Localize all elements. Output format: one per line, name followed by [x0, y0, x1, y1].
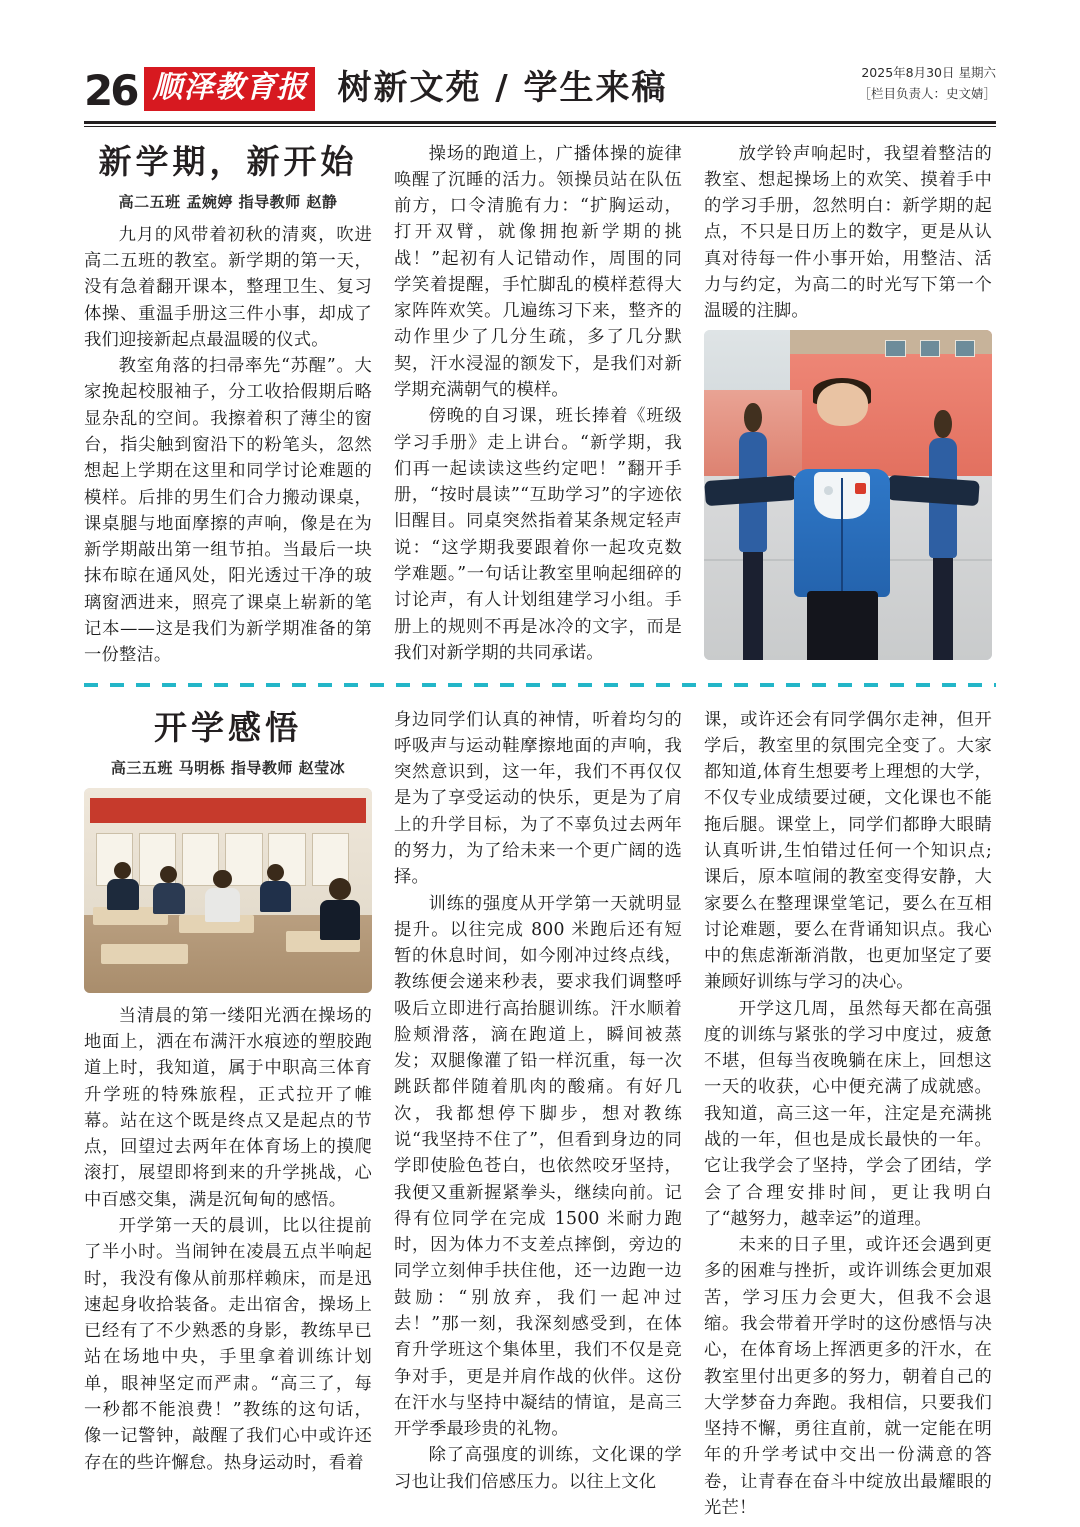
- paragraph: 训练的强度从开学第一天就明显提升。以往完成 800 米跑后还有短暂的休息时间，如今刚冲过终点线，教练便会递来秒表，要求我们调整呼吸后立即进行高抬腿训练。汗水顺着脸颊滑落，滴在跑道上，瞬间被蒸发；双腿像灌了铅一样沉重，每一次跳跃都伴随着肌肉的酸痛。有好几次，我都想停下脚步，想对教练说“我坚持不住了”，但看到身边的同学即使脸色苍白，也依然咬牙坚持，我便又重新握紧拳头，继续向前。记得有位同学在完成 1500 米耐力跑时，因为体力不支差点摔倒，旁边的同学立刻伸手扶住他，还一边跑一边鼓励：“别放弃，我们一起冲过去！”那一刻，我深刻感受到，在体育升学班这个集体里，我们不仅是竞争对手，更是并肩作战的伙伴。这份在汗水与坚持中凝结的情谊，是高三开学季最珍贵的礼物。: [394, 893, 682, 1440]
- article-1-photo: [704, 330, 992, 660]
- section-title: 树新文苑 / 学生来稿: [337, 67, 668, 108]
- article-1-title: 新学期，新开始: [98, 141, 358, 181]
- article-2-column-3: [704, 707, 992, 1522]
- paragraph: 放学铃声响起时，我望着整洁的教室、想起操场上的欢笑、摸着手中的学习手册，忽然明白：新学期的起点，不只是日历上的数字，更是从认真对待每一件小事开始，用整洁、活力与约定，为高二的时光写下第一个温暖的注脚。: [704, 143, 992, 322]
- paragraph: 操场的跑道上，广播体操的旋律唤醒了沉睡的活力。领操员站在队伍前方，口令清脆有力：“扩胸运动，打开双臂，就像拥抱新学期的挑战！”起初有人记错动作，周围的同学笑着提醒，手忙脚乱的模样惹得大家阵阵欢笑。几遍练习下来，整齐的动作里少了几分生疏，多了几分默契，汗水浸湿的额发下，是我们对新学期充满朝气的模样。: [394, 143, 682, 401]
- article-2-byline: 高三五班 马明栎 指导教师 赵莹冰: [110, 758, 346, 777]
- article-2-column-2: [394, 707, 682, 1522]
- paragraph: 未来的日子里，或许还会遇到更多的困难与挫折，或许训练会更加艰苦，学习压力会更大，但我不会退缩。我会带着开学时的这份感悟与决心，在体育场上挥洒更多的汗水，在教室里付出更多的努力，朝着自己的大学梦奋力奔跑。我相信，只要我们坚持不懈，勇往直前，就一定能在明年的升学考试中交出一份满意的答卷，让青春在奋斗中绽放出最耀眼的光芒！: [704, 1235, 992, 1518]
- paragraph: 开学这几周，虽然每天都在高强度的训练与紧张的学习中度过，疲惫不堪，但每当夜晚躺在床上，回想这一天的收获，心中便充满了成就感。我知道，高三这一年，注定是充满挑战的一年，但也是成长最快的一年。它让我学会了坚持，学会了团结，学会了合理安排时间，更让我明白了“越努力，越幸运”的道理。: [704, 998, 992, 1229]
- masthead-left: [84, 65, 668, 115]
- paragraph: 当清晨的第一缕阳光洒在操场的地面上，洒在布满汗水痕迹的塑胶跑道上时，我知道，属于中职高三体育升学班的特殊旅程，正式拉开了帷幕。站在这个既是终点又是起点的节点，回望过去两年在体育场上的摸爬滚打，展望即将到来的升学挑战，心中百感交集，满是沉甸甸的感悟。: [84, 1005, 372, 1210]
- article-2-title: 开学感悟: [154, 707, 302, 747]
- article-1-byline: 高二五班 孟婉婷 指导教师 赵静: [118, 192, 338, 211]
- paper-name-badge: 顺泽教育报: [144, 67, 315, 111]
- article-2-photo: [84, 788, 372, 993]
- article-new-semester: [84, 127, 996, 669]
- section-editor: ［栏目负责人：史文婧］: [858, 86, 996, 102]
- masthead: [84, 0, 996, 117]
- article-2-header: [84, 707, 372, 778]
- section-divider: [84, 683, 996, 687]
- article-1-column-3: [704, 141, 992, 669]
- paragraph: 开学第一天的晨训，比以往提前了半小时。当闹钟在凌晨五点半响起时，我没有像从前那样赖床，而是迅速起身收拾装备。走出宿舍，操场上已经有了不少熟悉的身影，教练早已站在场地中央，手里拿着训练计划单，眼神坚定而严肃。“高三了，每一秒都不能浪费！”教练的这句话，像一记警钟，敲醒了我们心中或许还存在的些许懈怠。热身运动时，看着: [84, 1216, 372, 1473]
- article-1-column-2: [394, 141, 682, 669]
- publication-date: 2025年8月30日 星期六: [861, 65, 996, 80]
- paragraph: 课，或许还会有同学偶尔走神，但开学后，教室里的氛围完全变了。大家都知道,体育生想要考上理想的大学，不仅专业成绩要过硬，文化课也不能拖后腿。课堂上，同学们都睁大眼睛认真听讲,生怕错过任何一个知识点;课后，原本喧闹的教室变得安静，大家要么在整理课堂笔记，要么在互相讨论难题，要么在背诵知识点。我心中的焦虑渐渐消散，也更加坚定了要兼顾好训练与学习的决心。: [704, 709, 992, 993]
- page-number: 26: [84, 65, 137, 115]
- article-1-columns: [84, 141, 996, 669]
- paragraph: 教室角落的扫帚率先“苏醒”。大家挽起校服袖子，分工收拾假期后略显杂乱的空间。我擦着积了薄尘的窗台，指尖触到窗沿下的粉笔头，忽然想起上学期在这里和同学讨论难题的模样。后排的男生们合力搬动课桌，课桌腿与地面摩擦的声响，像是在为新学期敲出第一组节拍。当最后一块抹布晾在通风处，阳光透过干净的玻璃窗洒进来，照亮了课桌上崭新的笔记本——这是我们为新学期准备的第一份整洁。: [84, 356, 372, 666]
- article-1-header: [84, 141, 372, 212]
- paragraph: 九月的风带着初秋的清爽，吹进高二五班的教室。新学期的第一天，没有急着翻开课本，整理卫生、复习体操、重温手册这三件小事，却成了我们迎接新起点最温暖的仪式。: [84, 224, 372, 350]
- article-school-start-reflections: [84, 693, 996, 1522]
- masthead-right: [858, 62, 996, 111]
- article-2-column-1: [84, 707, 372, 1522]
- masthead-rule-thick: [84, 121, 996, 124]
- photo-classroom-students: [84, 788, 372, 993]
- paragraph: 傍晚的自习课，班长捧着《班级学习手册》走上讲台。“新学期，我们再一起读读这些约定吧！”翻开手册，“按时晨读”“互助学习”的字迹依旧醒目。同桌突然指着某条规定轻声说：“这学期我要跟着你一起攻克数学难题。”一句话让教室里响起细碎的讨论声，有人计划组建学习小组。手册上的规则不再是冰冷的文字，而是我们对新学期的共同承诺。: [394, 406, 682, 663]
- paragraph: 除了高强度的训练，文化课的学习也让我们倍感压力。以往上文化: [394, 1445, 682, 1492]
- article-1-column-1: [84, 141, 372, 669]
- paragraph: 身边同学们认真的神情，听着均匀的呼吸声与运动鞋摩擦地面的声响，我突然意识到，这一年，我们不再仅仅是为了享受运动的快乐，更是为了肩上的升学目标，为了不辜负过去两年的努力，为了给未来一个更广阔的选择。: [394, 709, 682, 888]
- photo-students-calisthenics: [704, 330, 992, 660]
- article-2-columns: [84, 707, 996, 1522]
